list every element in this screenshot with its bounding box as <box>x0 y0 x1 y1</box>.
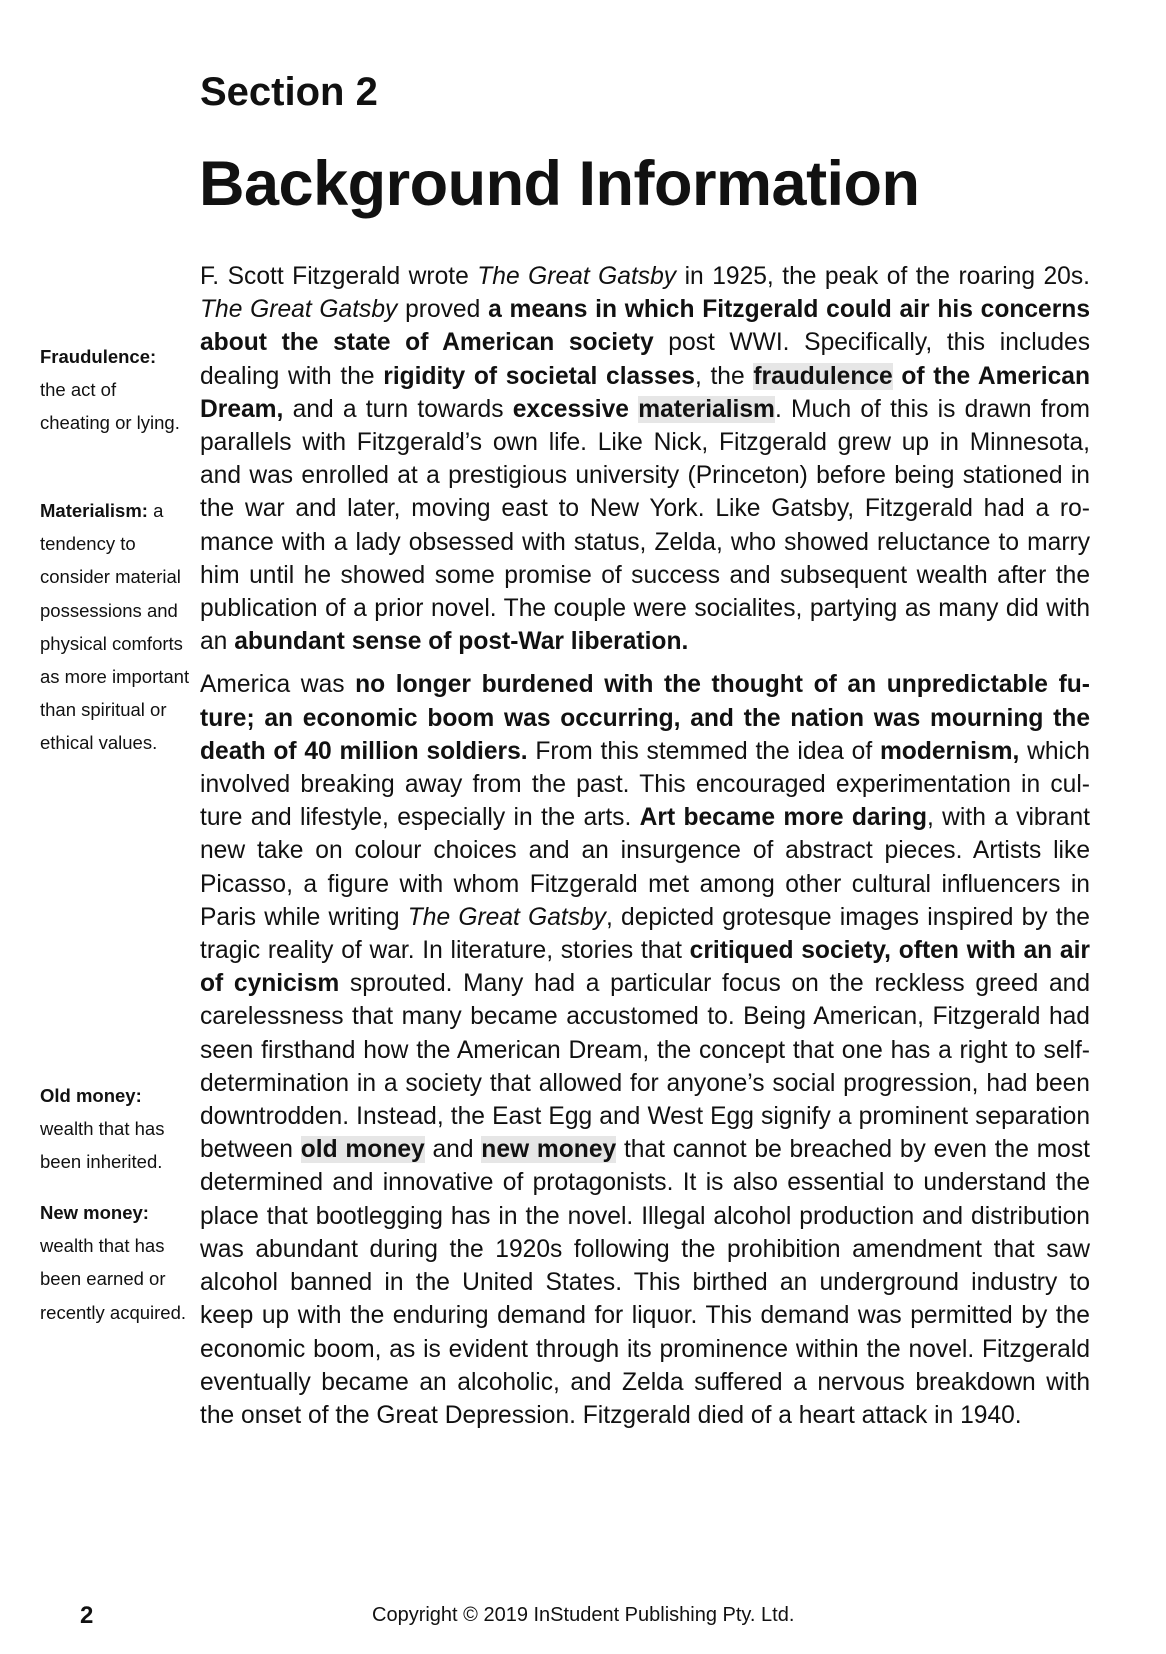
bold-phrase: critiqued society, often with an air of cynicism <box>200 937 1090 998</box>
glossary-materialism <box>40 494 190 760</box>
text-run: . Much of this is drawn from parallels with Fitzgerald’s own life. Like Nick, Fitzgerald grew up in Minnesota, and was enrolled at a prestigious university (Princeton) before being stationed in the war and later, moving east to New York. Like Gatsby, Fitzgerald had a romance with a lady obsessed with status, Zelda, who showed reluctance to marry him until he showed some promise of success and subsequent wealth after the publication of a prior novel. The couple were socialites, partying as many did with an <box>200 395 1090 656</box>
text-run: post WWI. Specifically, this includes dealing with the <box>200 329 1090 390</box>
bold-phrase: modernism, <box>879 737 1020 765</box>
text-run: America was <box>200 671 356 699</box>
glossary-entry <box>40 494 190 760</box>
text-run: proved <box>397 296 489 324</box>
glossary-definition: wealth that has been inherited. <box>40 1118 165 1173</box>
glossary-old-money <box>40 1079 190 1179</box>
highlighted-term-old-money: old money <box>300 1136 425 1164</box>
glossary-definition: a tendency to consider material possessions and physical comforts as more important than spiritual or ethical values. <box>40 500 190 754</box>
highlighted-term-fraudulence: fraudulence <box>753 362 893 390</box>
glossary-term: New money: <box>40 1202 149 1223</box>
book-title: The Great Gatsby <box>477 263 677 290</box>
copyright-notice: Copyright © 2019 InStudent Publishing Pty. Ltd. <box>372 1604 795 1626</box>
glossary-fraudulence <box>40 340 190 440</box>
highlighted-term-materialism: materialism <box>638 395 775 423</box>
bold-phrase: a means in which Fitzgerald could air his concerns about the state of American society <box>200 296 1090 357</box>
text-run: in 1925, the peak of the roaring 20s. <box>676 263 1090 290</box>
book-title: The Great Gatsby <box>200 296 398 324</box>
body-text <box>200 260 1090 1432</box>
bold-phrase: abundant sense of post-War liberation. <box>234 628 689 656</box>
text-run: F. Scott Fitzgerald wrote <box>200 263 478 290</box>
paragraph-1 <box>200 260 1090 658</box>
book-title: The Great Gatsby <box>407 903 606 931</box>
glossary-new-money <box>40 1196 190 1329</box>
text-run: that cannot be breached by even the most determined and innovative of protagonists. It is also essential to understand the place that bootlegging has in the novel. Illegal alcohol production and distribution was abundant during the 1920s following the prohibition amendment that saw alcohol banned in the United States. This birthed an underground industry to keep up with the enduring demand for liquor. This demand was permitted by the economic boom, as is evident through its prominence within the novel. Fitzgerald eventually became an alcoholic, and Zelda suffered a nervous breakdown with the onset of the Great Depression. Fitzgerald died of a heart attack in 1940. <box>200 1136 1090 1429</box>
page-title: Background Information <box>199 149 920 219</box>
text-run: and <box>424 1136 482 1164</box>
glossary-term: Old money: <box>40 1085 142 1106</box>
paragraph-2 <box>200 668 1090 1432</box>
text-run: and a turn towards <box>283 395 513 423</box>
section-label: Section 2 <box>200 70 378 114</box>
glossary-definition: wealth that has been earned or recently acquired. <box>40 1235 187 1323</box>
text-run: , with a vibrant new take on colour choices and an insurgence of abstract pieces. Artists like Picasso, a figure with whom Fitzgerald met among other cultural influencers in Paris while writing <box>200 804 1090 931</box>
bold-phrase: excessive <box>512 395 639 423</box>
glossary-term: Materialism: <box>40 500 148 521</box>
bold-phrase: Art became more daring <box>639 804 927 832</box>
text-run: From this stemmed the idea of <box>527 737 880 765</box>
text-run: which involved breaking away from the past. This encouraged experimentation in culture and lifestyle, especially in the arts. <box>200 737 1090 832</box>
bold-phrase: rigidity of societal classes <box>383 362 695 390</box>
page-number: 2 <box>80 1602 94 1629</box>
glossary-definition: the act of cheating or lying. <box>40 379 180 434</box>
text-run: sprouted. Many had a particular focus on the reckless greed and carelessness that many became accustomed to. Being American, Fitzgerald had seen firsthand how the American Dream, the concept that one has a right to self-determination in a society that allowed for anyone’s social progression, had been downtrodden. Instead, the East Egg and West Egg signify a prominent separation between <box>200 970 1090 1164</box>
text-run: , depicted grotesque images inspired by the tragic reality of war. In literature, stories that <box>200 903 1090 965</box>
text-run: , the <box>694 362 754 390</box>
highlighted-term-new-money: new money <box>481 1136 617 1164</box>
glossary-term: Fraudulence: <box>40 346 157 367</box>
bold-phrase: no longer burdened with the thought of an unpredictable future; an economic boom was occurring, and the nation was mourning the death of 40 million soldiers. <box>200 671 1090 765</box>
bold-phrase: of the American Dream, <box>200 362 1091 423</box>
